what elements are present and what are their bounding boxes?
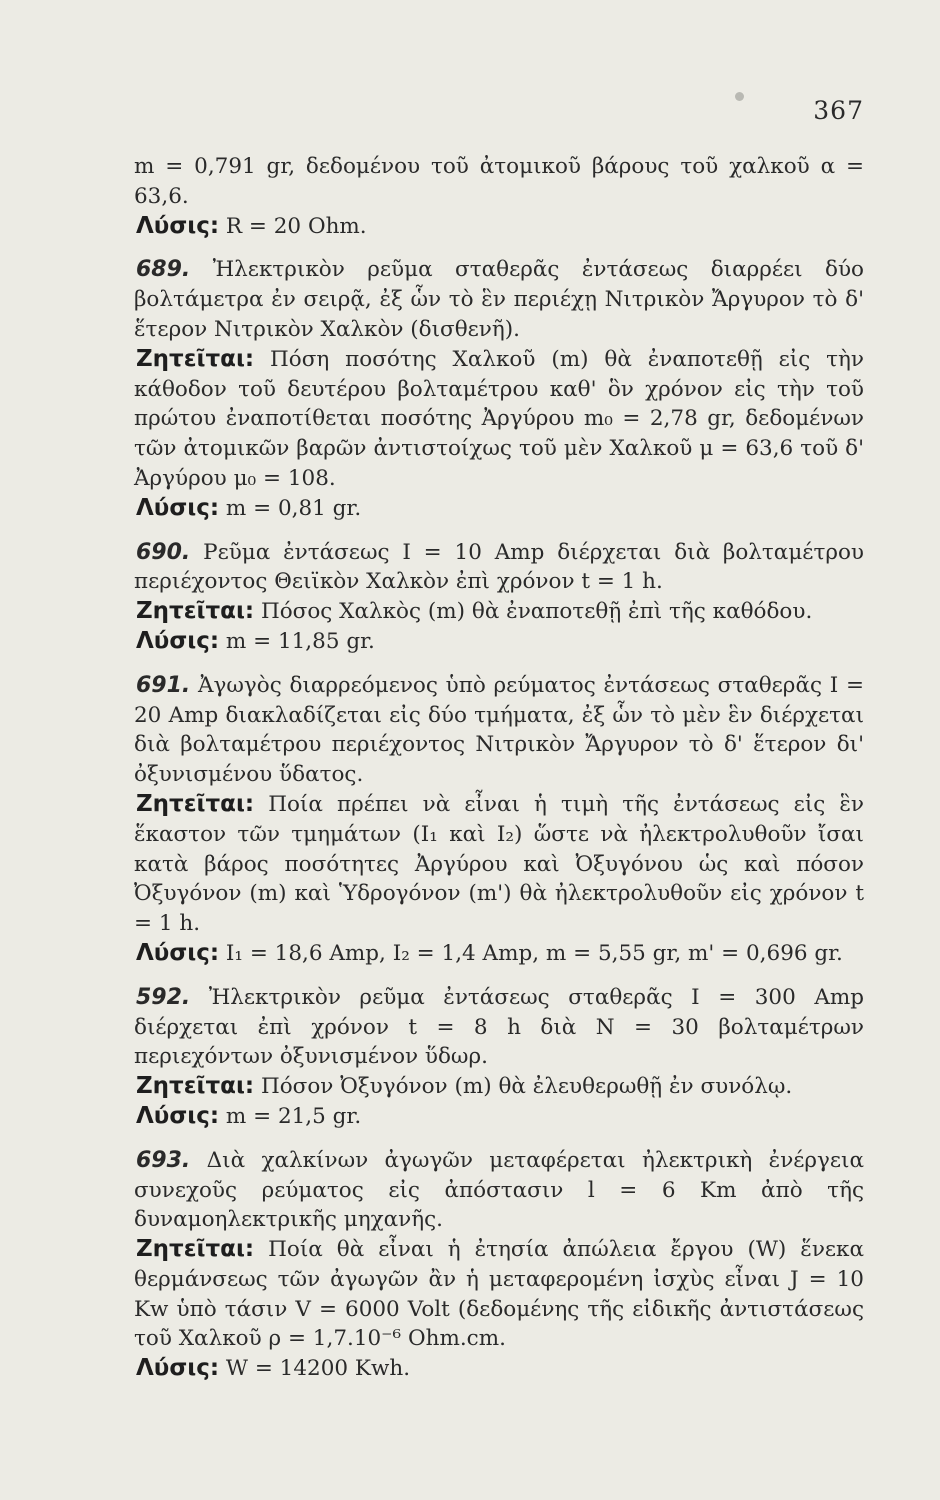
question-label: Ζητεῖται: (136, 790, 255, 817)
solution-text: W = 14200 Kwh. (219, 1356, 411, 1382)
problem-693-question (134, 1235, 864, 1354)
solution-text: m = 21,5 gr. (219, 1103, 362, 1129)
problem-text: Διὰ χαλκίνων ἀγωγῶν μεταφέρεται ἠλεκτρικὴ ἐνέργεια συνεχοῦς ρεύματος εἰς ἀπόστασιν l = 6 Km ἀπὸ τῆς δυναμοηλεκτρικῆς μηχανῆς. (134, 1147, 864, 1233)
problem-693-statement (134, 1146, 864, 1235)
problem-text: Ἀγωγὸς διαρρεόμενος ὑπὸ ρεύματος ἐντάσεως σταθερᾶς I = 20 Amp διακλαδίζεται εἰς δύο τμήματα, ἐξ ὧν τὸ μὲν ἓν διέρχεται διὰ βολταμέτρου περιέχοντος Νιτρικὸν Ἄργυρον τὸ δ' ἕτερον δι' ὀξυνισμένου ὕδατος. (134, 672, 864, 788)
question-text: Ποία πρέπει νὰ εἶναι ἡ τιμὴ τῆς ἐντάσεως εἰς ἓν ἕκαστον τῶν τμημάτων (I₁ καὶ I₂) ὥστε νὰ ἠλεκτρολυθοῦν ἴσαι κατὰ βάρος ποσότητες Ἀργύρου καὶ Ὀξυγόνου ὡς καὶ πόσον Ὀξυγόνον (m) καὶ Ὑδρογόνον (m') θὰ ἠλεκτρολυθοῦν εἰς χρόνον t = 1 h. (134, 791, 864, 937)
problem-number: 689. (136, 257, 191, 283)
question-text: Πόση ποσότης Χαλκοῦ (m) θὰ ἐναποτεθῇ εἰς τὴν κάθοδον τοῦ δευτέρου βολταμέτρου καθ' ὃν χρόνον εἰς τὴν τοῦ πρώτου ἐναποτίθεται ποσότης Ἀργύρου m₀ = 2,78 gr, δεδομένων τῶν ἀτομικῶν βαρῶν ἀντιστοίχως τοῦ μὲν Χαλκοῦ μ = 63,6 τοῦ δ' Ἀργύρου μ₀ = 108. (134, 346, 864, 491)
solution-text: m = 0,81 gr. (219, 495, 362, 521)
question-label: Ζητεῖται: (136, 1073, 255, 1100)
question-label: Ζητεῖται: (136, 598, 255, 625)
problem-688-continuation: m = 0,791 gr, δεδομένου τοῦ ἀτομικοῦ βάρους τοῦ χαλκοῦ α = 63,6. (134, 154, 864, 209)
problem-number: 693. (136, 1147, 191, 1173)
problem-689-question (134, 345, 864, 494)
solution-label: Λύσις: (136, 1355, 220, 1382)
solution-label: Λύσις: (136, 212, 220, 239)
solution-text: I₁ = 18,6 Amp, I₂ = 1,4 Amp, m = 5,55 gr, m' = 0,696 gr. (219, 940, 843, 966)
question-label: Ζητεῖται: (136, 345, 255, 372)
problem-text: Ἠλεκτρικὸν ρεῦμα ἐντάσεως σταθερᾶς I = 300 Amp διέρχεται ἐπὶ χρόνον t = 8 h διὰ N = 30 βολταμέτρων περιεχόντων ὀξυνισμένον ὕδωρ. (134, 984, 864, 1070)
question-text: Πόσον Ὀξυγόνον (m) θὰ ἐλευθερωθῇ ἐν συνόλῳ. (254, 1074, 793, 1100)
solution-text: m = 11,85 gr. (219, 628, 375, 654)
problem-number: 691. (136, 672, 191, 698)
question-text: Πόσος Χαλκὸς (m) θὰ ἐναποτεθῇ ἐπὶ τῆς καθόδου. (254, 599, 813, 625)
solution-text: R = 20 Ohm. (219, 213, 367, 239)
problem-690-statement (134, 538, 864, 598)
question-label: Ζητεῖται: (136, 1236, 255, 1263)
ink-speck (735, 92, 744, 101)
problem-number: 690. (136, 539, 191, 565)
problem-690-question (134, 597, 864, 627)
problem-691-statement (134, 671, 864, 790)
problem-692-statement (134, 983, 864, 1072)
problem-691-solution (134, 939, 864, 969)
problem-691-question (134, 790, 864, 939)
problem-693-solution (134, 1354, 864, 1384)
problem-text: Ἠλεκτρικὸν ρεῦμα σταθερᾶς ἐντάσεως διαρρέει δύο βολτάμετρα ἐν σειρᾷ, ἐξ ὧν τὸ ἓν περιέχῃ Νιτρικὸν Ἄργυρον τὸ δ' ἕτερον Νιτρικὸν Χαλκὸν (δισθενῆ). (134, 257, 864, 342)
problem-689-statement (134, 255, 864, 344)
page-number: 367 (813, 96, 864, 125)
solution-label: Λύσις: (136, 939, 220, 966)
solution-label: Λύσις: (136, 1102, 220, 1129)
solution-label: Λύσις: (136, 627, 220, 654)
problem-689-solution (134, 494, 864, 524)
problem-688-solution (134, 212, 864, 242)
problem-text: Ρεῦμα ἐντάσεως I = 10 Amp διέρχεται διὰ βολταμέτρου περιέχοντος Θειϊκὸν Χαλκὸν ἐπὶ χρόνον t = 1 h. (134, 539, 864, 595)
problem-692-solution (134, 1102, 864, 1132)
problem-number: 592. (136, 984, 191, 1010)
page-body (134, 152, 864, 1384)
problem-690-solution (134, 627, 864, 657)
problem-692-question (134, 1072, 864, 1102)
solution-label: Λύσις: (136, 494, 220, 521)
question-text: Ποία θὰ εἶναι ἡ ἐτησία ἀπώλεια ἔργου (W) ἕνεκα θερμάνσεως τῶν ἀγωγῶν ἂν ἡ μεταφερομένη ἰσχὺς εἶναι J = 10 Kw ὑπὸ τάσιν V = 6000 Volt (δεδομένης τῆς εἰδικῆς ἀντιστάσεως τοῦ Χαλκοῦ ρ = 1,7.10⁻⁶ Ohm.cm. (134, 1237, 864, 1352)
